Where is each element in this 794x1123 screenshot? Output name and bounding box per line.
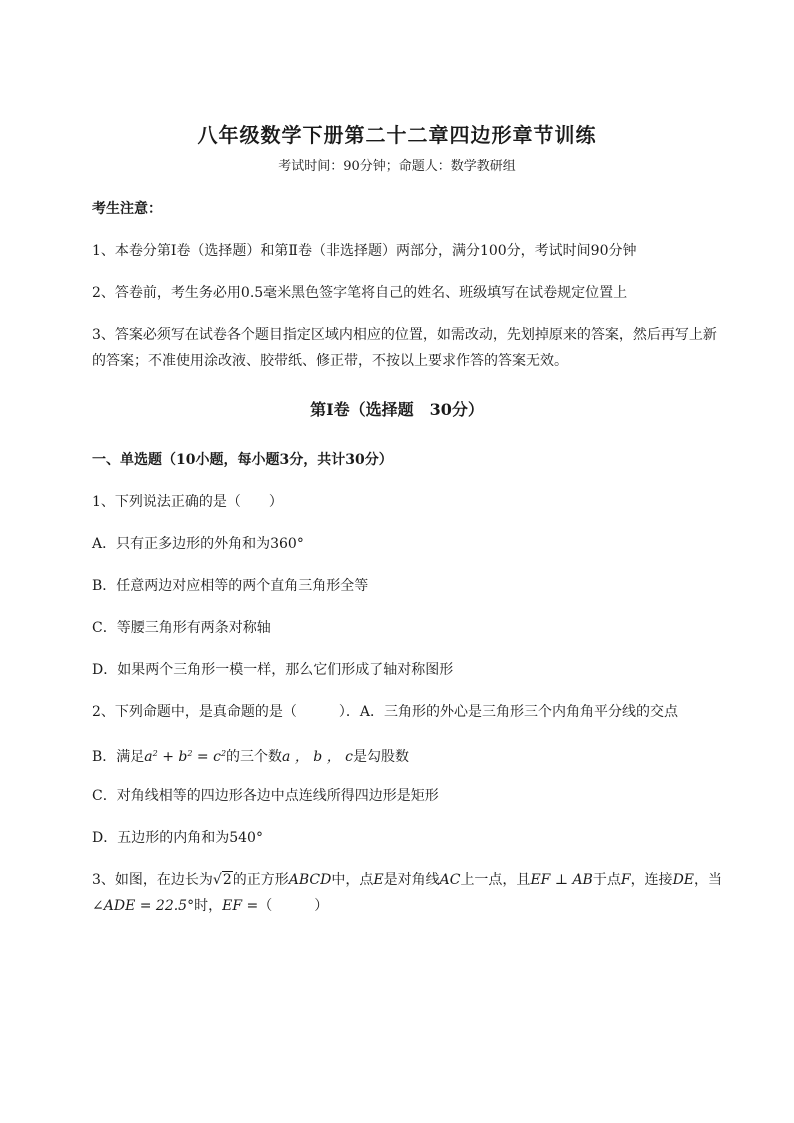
square-abcd: ABCD	[288, 872, 332, 888]
point-f: F	[620, 872, 631, 888]
q1-option-a: A．只有正多边形的外角和为360°	[92, 536, 304, 552]
q3-text-4: 是对角线	[383, 872, 440, 888]
q3-stem-line2	[92, 897, 328, 915]
angle-ade: ∠ADE = 22.5°	[92, 898, 195, 914]
q3-text-5: 上一点，且	[460, 872, 531, 888]
ef-equals: EF =	[222, 898, 259, 914]
section-title: 第Ⅰ卷（选择题 30分）	[310, 400, 484, 419]
q3-answer-blank: （ ）	[258, 898, 329, 914]
q2-stem: 2、下列命题中，是真命题的是（ ）．A．三角形的外心是三角形三个内角角平分线的交点	[92, 704, 679, 720]
radicand: 2	[222, 872, 232, 888]
q2-option-b-vars: a ， b ， c	[282, 749, 353, 765]
notes-heading: 考生注意：	[92, 201, 162, 217]
point-e: E	[373, 872, 384, 888]
note-item-2: 2、答卷前，考生务必用0.5毫米黑色签字笔将自己的姓名、班级填写在试卷规定位置上	[92, 285, 628, 301]
q3-text-6: 于点	[592, 872, 621, 888]
q2-option-d: D．五边形的内角和为540°	[92, 830, 263, 846]
q2-option-b	[92, 745, 409, 766]
exponent-c: 2	[220, 749, 227, 758]
equals-sign: =	[192, 749, 214, 765]
radical-sign-icon: √	[212, 872, 222, 888]
note-item-1: 1、本卷分第Ⅰ卷（选择题）和第Ⅱ卷（非选择题）两部分，满分100分，考试时间90分钟	[92, 243, 637, 259]
segment-de: DE	[672, 872, 695, 888]
q2-option-c: C．对角线相等的四边形各边中点连线所得四边形是矩形	[92, 788, 439, 804]
q1-option-b: B．任意两边对应相等的两个直角三角形全等	[92, 578, 369, 594]
var-b: b	[178, 749, 188, 765]
q2-option-b-suffix: 是勾股数	[352, 749, 409, 765]
sqrt-expression	[213, 871, 233, 889]
q3-text-3: 中，点	[331, 872, 374, 888]
pythagorean-formula	[144, 749, 226, 765]
diagonal-ac: AC	[439, 872, 461, 888]
exponent-a: 2	[152, 749, 158, 758]
q3-text-8: ，当	[694, 872, 723, 888]
var-c: c	[213, 749, 221, 765]
q2-option-b-mid: 的三个数	[226, 749, 283, 765]
q3-text-9: 时，	[194, 898, 223, 914]
q3-stem-line1	[92, 871, 722, 889]
q3-text-7: ，连接	[630, 872, 673, 888]
exponent-b: 2	[187, 749, 193, 758]
q1-option-c: C．等腰三角形有两条对称轴	[92, 620, 271, 636]
plus-sign: +	[157, 749, 179, 765]
q3-text-1: 3、如图，在边长为	[92, 872, 213, 888]
var-a: a	[144, 749, 153, 765]
q1-stem: 1、下列说法正确的是（ ）	[92, 494, 283, 510]
note-item-3: 3、答案必须写在试卷各个题目指定区域内相应的位置，如需改动，先划掉原来的答案，然后再写上新	[92, 327, 717, 343]
part-heading: 一、单选题（10小题，每小题3分，共计30分）	[92, 452, 393, 468]
note-item-3-cont: 的答案；不准使用涂改液、胶带纸、修正带，不按以上要求作答的答案无效。	[92, 353, 568, 369]
exam-subtitle: 考试时间：90分钟；命题人：数学教研组	[278, 159, 516, 174]
q2-option-b-prefix: B．满足	[92, 749, 145, 765]
q3-text-2: 的正方形	[232, 872, 289, 888]
ef-perp-ab: EF ⊥ AB	[530, 872, 593, 888]
q1-option-d: D．如果两个三角形一模一样，那么它们形成了轴对称图形	[92, 662, 454, 678]
exam-title: 八年级数学下册第二十二章四边形章节训练	[197, 123, 597, 147]
